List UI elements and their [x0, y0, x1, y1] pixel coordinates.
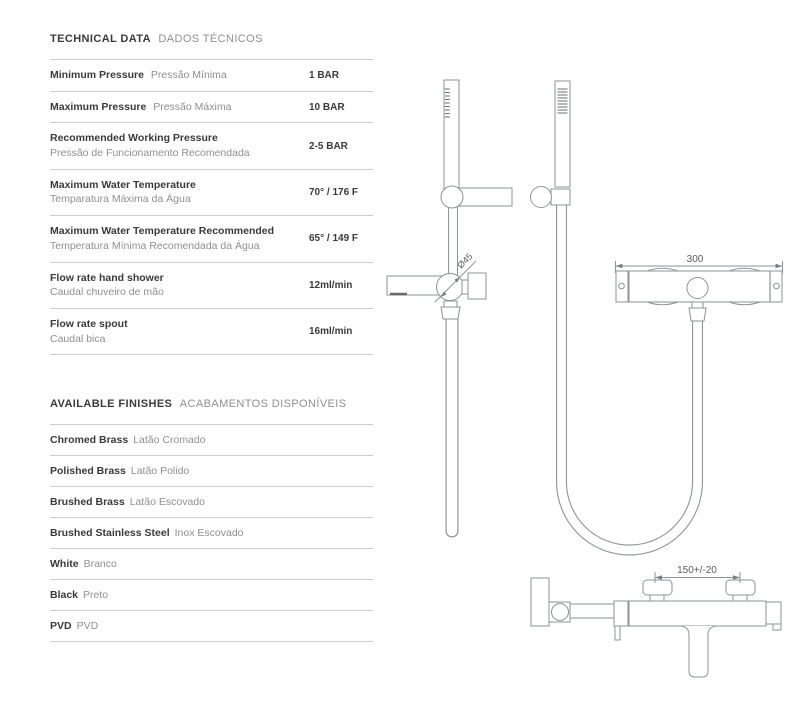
row-label-en: Minimum Pressure	[50, 69, 144, 81]
row-label-en: Flow rate hand shower	[50, 271, 164, 284]
row-value: 16ml/min	[309, 326, 353, 338]
row-label-pt: Caudal bica	[50, 332, 106, 345]
drawing-mixer-top-view	[616, 254, 783, 321]
available-finishes-title-en: AVAILABLE FINISHES	[50, 398, 173, 410]
finish-row	[50, 611, 373, 642]
technical-data-title	[50, 33, 373, 60]
table-row	[50, 92, 373, 124]
row-label-en: Flow rate spout	[50, 317, 128, 330]
finish-pt: Latão Cromado	[133, 434, 206, 446]
spray-face-grid	[558, 89, 568, 113]
row-label-pt: Pressão Mínima	[150, 69, 227, 81]
finish-en: PVD	[50, 620, 72, 632]
finish-pt: Latão Polido	[130, 465, 190, 477]
finish-en: Black	[50, 589, 79, 601]
finish-row	[50, 580, 373, 611]
row-label-en: Maximum Water Temperature Recommended	[50, 225, 275, 238]
dimension-label-valve-diameter: Ø45	[455, 251, 475, 271]
finish-row	[50, 456, 373, 487]
finish-row	[50, 518, 373, 549]
row-label-en: Maximum Pressure	[50, 100, 147, 113]
row-label-pt: Pressão Máxima	[153, 100, 232, 113]
dimension-inlet-spacing	[655, 565, 740, 583]
dimension-label-bar-width: 300	[686, 254, 704, 265]
row-value: 70° / 176 F	[309, 186, 359, 198]
finish-row	[50, 549, 373, 580]
row-label-pt: Pressão de Funcionamento Recomendada	[50, 147, 250, 160]
finish-en: Brushed Brass	[50, 496, 125, 508]
dimension-valve-diameter	[435, 251, 476, 302]
technical-data-title-pt: DADOS TÉCNICOS	[158, 33, 263, 45]
available-finishes-title-pt: ACABAMENTOS DISPONÍVEIS	[179, 398, 347, 410]
finish-pt: Preto	[83, 589, 109, 601]
technical-data-title-en: TECHNICAL DATA	[50, 33, 151, 45]
table-row	[50, 60, 373, 92]
available-finishes-section	[50, 398, 373, 642]
finish-row	[50, 487, 373, 518]
row-label-en: Recommended Working Pressure	[50, 132, 218, 145]
drawing-shower-column-front	[531, 81, 571, 208]
row-label-pt: Temparatura Máxima da Água	[50, 193, 191, 206]
shower-hose-loop	[562, 203, 698, 550]
table-row	[50, 309, 373, 355]
row-value: 65° / 149 F	[309, 233, 359, 245]
row-value: 1 BAR	[309, 69, 340, 81]
finish-pt: Branco	[83, 558, 117, 570]
row-label-en: Maximum Water Temperature	[50, 178, 196, 191]
table-row	[50, 123, 373, 169]
drawing-mixer-front-view	[531, 565, 781, 677]
row-value: 12ml/min	[309, 279, 353, 291]
table-row	[50, 263, 373, 309]
finish-en: Polished Brass	[50, 465, 126, 477]
technical-data-section	[50, 33, 373, 355]
finish-en: White	[50, 558, 79, 570]
finish-row	[50, 425, 373, 456]
dimension-label-inlet-spacing: 150+/-20	[677, 565, 717, 576]
table-row	[50, 216, 373, 262]
available-finishes-title	[50, 398, 373, 425]
finish-en: Chromed Brass	[50, 434, 129, 446]
finish-en: Brushed Stainless Steel	[50, 527, 170, 539]
row-label-pt: Caudal chuveiro de mão	[50, 286, 164, 299]
table-row	[50, 170, 373, 216]
drawing-shower-column-side	[387, 80, 512, 531]
spray-face-hatch	[445, 89, 450, 117]
finish-pt: Latão Escovado	[129, 496, 206, 508]
row-value: 2-5 BAR	[309, 140, 348, 152]
finish-pt: Inox Escovado	[174, 527, 244, 539]
row-value: 10 BAR	[309, 101, 345, 113]
dimension-bar-width	[616, 254, 783, 273]
finish-pt: PVD	[76, 620, 99, 632]
row-label-pt: Temperatura Mínima Recomendada da Água	[50, 239, 260, 252]
